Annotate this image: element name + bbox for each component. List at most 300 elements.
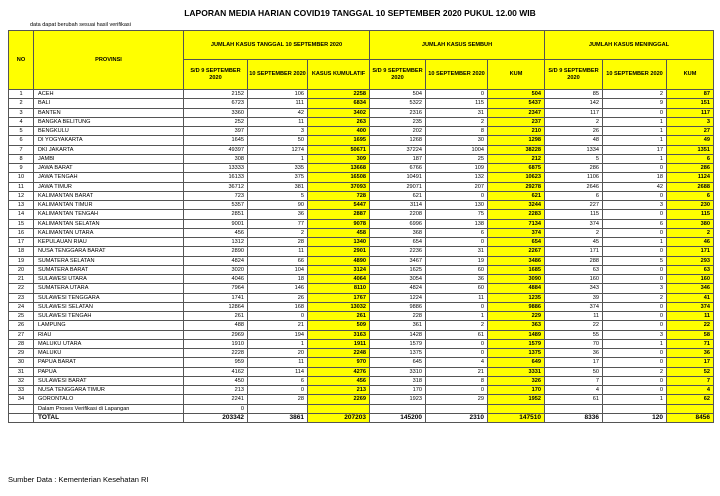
cell-sembuh-tgl10: 0 <box>426 302 488 311</box>
cell-meninggal-tgl10: 0 <box>603 247 667 256</box>
cell-kasus-sd9: 1741 <box>184 293 248 302</box>
cell-meninggal-sd9: 5 <box>545 154 603 163</box>
table-row <box>9 358 714 367</box>
cell-kasus-sd9: 5357 <box>184 201 248 210</box>
cell-sembuh-sd9: 1428 <box>370 330 426 339</box>
cell-kasus-tgl10: 28 <box>248 238 308 247</box>
cell-sembuh-sd9: 1268 <box>370 136 426 145</box>
cell-no: 18 <box>9 247 34 256</box>
cell-meninggal-sd9: 26 <box>545 127 603 136</box>
cell-kasus-kumulatif: 3124 <box>308 265 370 274</box>
cell-kasus-sd9: 488 <box>184 321 248 330</box>
cell-sembuh-tgl10: 115 <box>426 99 488 108</box>
cell-sembuh-sd9: 504 <box>370 90 426 99</box>
cell-kasus-kumulatif: 1767 <box>308 293 370 302</box>
cell-meninggal-kum: 2688 <box>667 182 714 191</box>
header-meninggal-tgl10: 10 SEPTEMBER 2020 <box>603 60 667 90</box>
cell-provinsi: BENGKULU <box>34 127 184 136</box>
cell-meninggal-tgl10: 0 <box>603 265 667 274</box>
cell-no: 17 <box>9 238 34 247</box>
cell-meninggal-sd9: 85 <box>545 90 603 99</box>
cell-kasus-kumulatif: 458 <box>308 228 370 237</box>
cell-sembuh-tgl10: 2 <box>426 117 488 126</box>
cell-kasus-sd9: 7964 <box>184 284 248 293</box>
cell-sembuh-sd9: 3114 <box>370 201 426 210</box>
cell-kasus-sd9: 252 <box>184 117 248 126</box>
cell-sembuh-tgl10: 61 <box>426 330 488 339</box>
cell-sembuh-tgl10: 25 <box>426 154 488 163</box>
cell-meninggal-tgl10: 0 <box>603 164 667 173</box>
cell-sembuh-sd9: 1224 <box>370 293 426 302</box>
table-row <box>9 330 714 339</box>
cell-kasus-kumulatif: 13032 <box>308 302 370 311</box>
cell-meninggal-sd9: 117 <box>545 108 603 117</box>
table-row <box>9 164 714 173</box>
cell-sembuh-sd9: 654 <box>370 238 426 247</box>
cell-provinsi: NUSA TENGGARA BARAT <box>34 247 184 256</box>
cell-meninggal-sd9: 4 <box>545 386 603 395</box>
cell-meninggal-tgl10: 0 <box>603 191 667 200</box>
cell-kasus-kumulatif: 2887 <box>308 210 370 219</box>
cell-kasus-kumulatif: 13668 <box>308 164 370 173</box>
source-note: Sumber Data : Kementerian Kesehatan RI <box>8 475 149 484</box>
cell-provinsi: SUMATERA SELATAN <box>34 256 184 265</box>
cell-sembuh-kum: 229 <box>488 312 545 321</box>
cell-kasus-sd9: 9001 <box>184 219 248 228</box>
cell-sembuh-sd9: 1625 <box>370 265 426 274</box>
cell-sembuh-kum: 2267 <box>488 247 545 256</box>
cell-provinsi: JAWA TIMUR <box>34 182 184 191</box>
cell-meninggal-tgl10: 1 <box>603 136 667 145</box>
cell-meninggal-sd9: 8336 <box>545 413 603 422</box>
cell-meninggal-sd9: 39 <box>545 293 603 302</box>
cell-kasus-kumulatif: 456 <box>308 376 370 385</box>
cell-sembuh-sd9: 29071 <box>370 182 426 191</box>
cell-no: 22 <box>9 284 34 293</box>
cell-sembuh-kum: 654 <box>488 238 545 247</box>
cell-meninggal-sd9: 6 <box>545 191 603 200</box>
cell-kasus-tgl10: 114 <box>248 367 308 376</box>
cell-sembuh-tgl10: 138 <box>426 219 488 228</box>
cell-kasus-kumulatif: 1695 <box>308 136 370 145</box>
cell-no: 15 <box>9 219 34 228</box>
cell-no: 32 <box>9 376 34 385</box>
cell-kasus-sd9: 450 <box>184 376 248 385</box>
cell-meninggal-tgl10 <box>603 404 667 413</box>
cell-sembuh-tgl10: 30 <box>426 136 488 145</box>
cell-provinsi: JAWA TENGAH <box>34 173 184 182</box>
cell-no: 14 <box>9 210 34 219</box>
cell-sembuh-tgl10: 2 <box>426 321 488 330</box>
cell-sembuh-kum: 237 <box>488 117 545 126</box>
cell-sembuh-tgl10: 4 <box>426 358 488 367</box>
table-row <box>9 339 714 348</box>
cell-meninggal-sd9: 1106 <box>545 173 603 182</box>
cell-kasus-sd9: 397 <box>184 127 248 136</box>
cell-provinsi: MALUKU UTARA <box>34 339 184 348</box>
table-row <box>9 284 714 293</box>
cell-meninggal-sd9: 343 <box>545 284 603 293</box>
cell-no: 24 <box>9 302 34 311</box>
cell-sembuh-sd9: 2236 <box>370 247 426 256</box>
cell-no: 20 <box>9 265 34 274</box>
cell-kasus-kumulatif: 509 <box>308 321 370 330</box>
cell-sembuh-sd9: 228 <box>370 312 426 321</box>
cell-meninggal-kum: 6 <box>667 191 714 200</box>
cell-sembuh-kum: 1685 <box>488 265 545 274</box>
header-sembuh-tgl10: 10 SEPTEMBER 2020 <box>426 60 488 90</box>
cell-kasus-sd9: 3020 <box>184 265 248 274</box>
cell-kasus-tgl10: 11 <box>248 358 308 367</box>
cell-meninggal-tgl10: 1 <box>603 117 667 126</box>
header-kasus-tgl10: 10 SEPTEMBER 2020 <box>248 60 308 90</box>
table-row <box>9 99 714 108</box>
cell-sembuh-tgl10: 0 <box>426 339 488 348</box>
cell-meninggal-kum: 171 <box>667 247 714 256</box>
cell-kasus-kumulatif: 2901 <box>308 247 370 256</box>
cell-meninggal-sd9: 2 <box>545 228 603 237</box>
table-row <box>9 349 714 358</box>
cell-meninggal-sd9: 22 <box>545 321 603 330</box>
cell-kasus-sd9: 959 <box>184 358 248 367</box>
cell-sembuh-sd9: 368 <box>370 228 426 237</box>
cell-provinsi: SULAWESI TENGAH <box>34 312 184 321</box>
cell-meninggal-sd9: 288 <box>545 256 603 265</box>
cell-meninggal-tgl10: 0 <box>603 312 667 321</box>
cell-no: 31 <box>9 367 34 376</box>
cell-meninggal-kum: 36 <box>667 349 714 358</box>
cell-kasus-tgl10: 28 <box>248 395 308 404</box>
cell-kasus-sd9: 1645 <box>184 136 248 145</box>
cell-no: 26 <box>9 321 34 330</box>
cell-meninggal-kum: 2 <box>667 228 714 237</box>
cell-sembuh-sd9: 202 <box>370 127 426 136</box>
cell-meninggal-tgl10: 0 <box>603 386 667 395</box>
cell-no: 29 <box>9 349 34 358</box>
table-row <box>9 238 714 247</box>
cell-sembuh-tgl10: 29 <box>426 395 488 404</box>
cell-sembuh-kum: 649 <box>488 358 545 367</box>
cell-meninggal-tgl10: 0 <box>603 210 667 219</box>
cell-kasus-sd9: 213 <box>184 386 248 395</box>
cell-meninggal-sd9: 2646 <box>545 182 603 191</box>
cell-sembuh-kum: 1298 <box>488 136 545 145</box>
cell-meninggal-tgl10: 1 <box>603 238 667 247</box>
cell-meninggal-tgl10: 0 <box>603 321 667 330</box>
table-body <box>9 90 714 423</box>
cell-sembuh-tgl10: 8 <box>426 376 488 385</box>
cell-meninggal-kum: 71 <box>667 339 714 348</box>
cell-kasus-kumulatif: 6834 <box>308 99 370 108</box>
cell-kasus-tgl10: 146 <box>248 284 308 293</box>
cell-meninggal-kum: 41 <box>667 293 714 302</box>
cell-kasus-sd9: 36712 <box>184 182 248 191</box>
cell-no: 33 <box>9 386 34 395</box>
cell-sembuh-kum: 363 <box>488 321 545 330</box>
cell-meninggal-tgl10: 6 <box>603 219 667 228</box>
cell-sembuh-tgl10: 0 <box>426 90 488 99</box>
cell-meninggal-sd9: 17 <box>545 358 603 367</box>
cell-sembuh-sd9: 187 <box>370 154 426 163</box>
cell-kasus-sd9: 12864 <box>184 302 248 311</box>
cell-kasus-sd9: 2969 <box>184 330 248 339</box>
cell-provinsi: PAPUA BARAT <box>34 358 184 367</box>
cell-sembuh-kum: 2283 <box>488 210 545 219</box>
cell-provinsi: SULAWESI SELATAN <box>34 302 184 311</box>
cell-sembuh-tgl10: 6 <box>426 228 488 237</box>
cell-sembuh-kum: 6875 <box>488 164 545 173</box>
cell-sembuh-sd9: 10491 <box>370 173 426 182</box>
cell-meninggal-tgl10: 0 <box>603 275 667 284</box>
cell-meninggal-tgl10: 120 <box>603 413 667 422</box>
cell-kasus-sd9: 4162 <box>184 367 248 376</box>
cell-kasus-kumulatif: 263 <box>308 117 370 126</box>
cell-kasus-sd9: 2152 <box>184 90 248 99</box>
cell-kasus-kumulatif: 3402 <box>308 108 370 117</box>
cell-sembuh-sd9: 1579 <box>370 339 426 348</box>
table-row <box>9 321 714 330</box>
cell-meninggal-sd9: 7 <box>545 376 603 385</box>
cell-provinsi: DKI JAKARTA <box>34 145 184 154</box>
cell-kasus-kumulatif: 970 <box>308 358 370 367</box>
cell-sembuh-kum: 504 <box>488 90 545 99</box>
cell-kasus-sd9: 3360 <box>184 108 248 117</box>
cell-sembuh-kum: 1375 <box>488 349 545 358</box>
cell-sembuh-kum: 7134 <box>488 219 545 228</box>
cell-sembuh-kum: 170 <box>488 386 545 395</box>
cell-kasus-kumulatif: 50671 <box>308 145 370 154</box>
cell-meninggal-sd9: 374 <box>545 219 603 228</box>
header-group-meninggal: JUMLAH KASUS MENINGGAL <box>545 31 714 60</box>
cell-provinsi: KALIMANTAN TIMUR <box>34 201 184 210</box>
cell-meninggal-kum: 17 <box>667 358 714 367</box>
cell-meninggal-tgl10: 0 <box>603 376 667 385</box>
cell-sembuh-tgl10: 0 <box>426 191 488 200</box>
cell-no: 2 <box>9 99 34 108</box>
cell-kasus-tgl10: 106 <box>248 90 308 99</box>
cell-sembuh-kum: 147510 <box>488 413 545 422</box>
cell-kasus-kumulatif <box>308 404 370 413</box>
cell-kasus-tgl10: 381 <box>248 182 308 191</box>
cell-no: 11 <box>9 182 34 191</box>
cell-kasus-tgl10: 77 <box>248 219 308 228</box>
cell-provinsi: NUSA TENGGARA TIMUR <box>34 386 184 395</box>
header-group-sembuh: JUMLAH KASUS SEMBUH <box>370 31 545 60</box>
cell-kasus-tgl10: 1 <box>248 339 308 348</box>
table-row <box>9 265 714 274</box>
cell-sembuh-tgl10: 1 <box>426 312 488 321</box>
cell-meninggal-kum: 230 <box>667 201 714 210</box>
table-row <box>9 256 714 265</box>
cell-sembuh-sd9: 9886 <box>370 302 426 311</box>
cell-kasus-kumulatif: 3163 <box>308 330 370 339</box>
cell-no: 10 <box>9 173 34 182</box>
cell-kasus-sd9: 723 <box>184 191 248 200</box>
cell-sembuh-kum: 2347 <box>488 108 545 117</box>
cell-meninggal-kum: 49 <box>667 136 714 145</box>
cell-kasus-tgl10: 36 <box>248 210 308 219</box>
cell-sembuh-sd9: 170 <box>370 386 426 395</box>
cell-kasus-kumulatif: 2248 <box>308 349 370 358</box>
cell-kasus-sd9: 261 <box>184 312 248 321</box>
cell-sembuh-sd9 <box>370 404 426 413</box>
cell-no: 25 <box>9 312 34 321</box>
cell-meninggal-sd9: 61 <box>545 395 603 404</box>
cell-sembuh-sd9: 235 <box>370 117 426 126</box>
cell-sembuh-tgl10: 1004 <box>426 145 488 154</box>
cell-provinsi: KALIMANTAN BARAT <box>34 191 184 200</box>
table-row <box>9 302 714 311</box>
cell-sembuh-sd9: 5322 <box>370 99 426 108</box>
cell-provinsi: SULAWESI UTARA <box>34 275 184 284</box>
cell-kasus-kumulatif: 1911 <box>308 339 370 348</box>
cell-kasus-kumulatif: 213 <box>308 386 370 395</box>
cell-kasus-sd9: 308 <box>184 154 248 163</box>
cell-kasus-sd9: 2890 <box>184 247 248 256</box>
cell-meninggal-kum: 380 <box>667 219 714 228</box>
cell-kasus-tgl10: 90 <box>248 201 308 210</box>
cell-sembuh-kum: 4884 <box>488 284 545 293</box>
cell-kasus-tgl10: 335 <box>248 164 308 173</box>
cell-no: 30 <box>9 358 34 367</box>
cell-meninggal-kum: 293 <box>667 256 714 265</box>
table-row <box>9 136 714 145</box>
cell-provinsi: BANTEN <box>34 108 184 117</box>
table-row <box>9 173 714 182</box>
cell-no <box>9 404 34 413</box>
cell-kasus-tgl10: 26 <box>248 293 308 302</box>
cell-sembuh-kum: 3090 <box>488 275 545 284</box>
cell-kasus-sd9: 1910 <box>184 339 248 348</box>
cell-kasus-kumulatif: 2269 <box>308 395 370 404</box>
cell-meninggal-kum: 151 <box>667 99 714 108</box>
cell-meninggal-kum: 8456 <box>667 413 714 422</box>
table-row <box>9 395 714 404</box>
cell-meninggal-kum: 58 <box>667 330 714 339</box>
cell-no: 27 <box>9 330 34 339</box>
cell-meninggal-kum: 22 <box>667 321 714 330</box>
cell-kasus-kumulatif: 309 <box>308 154 370 163</box>
cell-meninggal-sd9: 36 <box>545 349 603 358</box>
table-row <box>9 210 714 219</box>
cell-provinsi: BANGKA BELITUNG <box>34 117 184 126</box>
cell-meninggal-sd9: 1334 <box>545 145 603 154</box>
cell-meninggal-sd9: 48 <box>545 136 603 145</box>
cell-provinsi: SULAWESI BARAT <box>34 376 184 385</box>
cell-meninggal-sd9: 50 <box>545 367 603 376</box>
cell-sembuh-tgl10: 11 <box>426 293 488 302</box>
cell-kasus-sd9: 456 <box>184 228 248 237</box>
cell-sembuh-kum: 1489 <box>488 330 545 339</box>
cell-meninggal-tgl10: 0 <box>603 349 667 358</box>
cell-sembuh-tgl10: 60 <box>426 284 488 293</box>
cell-meninggal-sd9: 2 <box>545 117 603 126</box>
cell-sembuh-kum: 38228 <box>488 145 545 154</box>
cell-sembuh-sd9: 2208 <box>370 210 426 219</box>
cell-sembuh-tgl10: 132 <box>426 173 488 182</box>
cell-meninggal-kum: 52 <box>667 367 714 376</box>
cell-sembuh-kum: 326 <box>488 376 545 385</box>
cell-kasus-kumulatif: 207203 <box>308 413 370 422</box>
cell-meninggal-kum: 115 <box>667 210 714 219</box>
table-row <box>9 201 714 210</box>
cell-kasus-tgl10: 1274 <box>248 145 308 154</box>
cell-no: 28 <box>9 339 34 348</box>
cell-sembuh-tgl10 <box>426 404 488 413</box>
cell-provinsi: JAMBI <box>34 154 184 163</box>
cell-sembuh-kum: 212 <box>488 154 545 163</box>
cell-kasus-tgl10: 6 <box>248 376 308 385</box>
cell-kasus-tgl10: 50 <box>248 136 308 145</box>
cell-kasus-kumulatif: 5447 <box>308 201 370 210</box>
cell-provinsi: PAPUA <box>34 367 184 376</box>
cell-meninggal-sd9: 171 <box>545 247 603 256</box>
table-row <box>9 108 714 117</box>
cell-kasus-sd9: 13333 <box>184 164 248 173</box>
cell-no: 3 <box>9 108 34 117</box>
table-row <box>9 117 714 126</box>
cell-kasus-sd9: 203342 <box>184 413 248 422</box>
cell-sembuh-sd9: 3467 <box>370 256 426 265</box>
cell-kasus-sd9: 4824 <box>184 256 248 265</box>
cell-no: 13 <box>9 201 34 210</box>
cell-kasus-kumulatif: 1340 <box>308 238 370 247</box>
cell-meninggal-tgl10: 42 <box>603 182 667 191</box>
cell-sembuh-sd9: 145200 <box>370 413 426 422</box>
cell-sembuh-sd9: 37224 <box>370 145 426 154</box>
cell-sembuh-kum: 3244 <box>488 201 545 210</box>
cell-meninggal-tgl10: 0 <box>603 108 667 117</box>
cell-meninggal-tgl10: 1 <box>603 339 667 348</box>
table-row <box>9 293 714 302</box>
cell-sembuh-sd9: 1923 <box>370 395 426 404</box>
cell-provinsi: KEPULAUAN RIAU <box>34 238 184 247</box>
cell-meninggal-sd9: 45 <box>545 238 603 247</box>
cell-kasus-kumulatif: 728 <box>308 191 370 200</box>
table-row <box>9 90 714 99</box>
cell-meninggal-kum: 27 <box>667 127 714 136</box>
cell-sembuh-sd9: 6996 <box>370 219 426 228</box>
cell-meninggal-kum: 63 <box>667 265 714 274</box>
cell-kasus-tgl10: 66 <box>248 256 308 265</box>
cell-kasus-tgl10: 3 <box>248 127 308 136</box>
cell-meninggal-tgl10: 2 <box>603 367 667 376</box>
cell-meninggal-tgl10: 17 <box>603 145 667 154</box>
cell-meninggal-kum: 6 <box>667 154 714 163</box>
cell-sembuh-tgl10: 31 <box>426 108 488 117</box>
cell-no: 1 <box>9 90 34 99</box>
cell-sembuh-sd9: 6766 <box>370 164 426 173</box>
cell-meninggal-sd9: 11 <box>545 312 603 321</box>
cell-sembuh-tgl10: 109 <box>426 164 488 173</box>
cell-provinsi: KALIMANTAN UTARA <box>34 228 184 237</box>
cell-meninggal-tgl10: 0 <box>603 228 667 237</box>
cell-sembuh-tgl10: 60 <box>426 265 488 274</box>
cell-kasus-kumulatif: 8110 <box>308 284 370 293</box>
table-row <box>9 182 714 191</box>
cell-meninggal-kum: 1124 <box>667 173 714 182</box>
cell-sembuh-sd9: 318 <box>370 376 426 385</box>
cell-provinsi: ACEH <box>34 90 184 99</box>
cell-meninggal-sd9: 374 <box>545 302 603 311</box>
cell-kasus-kumulatif: 2258 <box>308 90 370 99</box>
cell-no: 34 <box>9 395 34 404</box>
table-row <box>9 154 714 163</box>
cell-meninggal-sd9 <box>545 404 603 413</box>
cell-provinsi: DI YOGYAKARTA <box>34 136 184 145</box>
cell-meninggal-sd9: 227 <box>545 201 603 210</box>
cell-meninggal-kum: 374 <box>667 302 714 311</box>
